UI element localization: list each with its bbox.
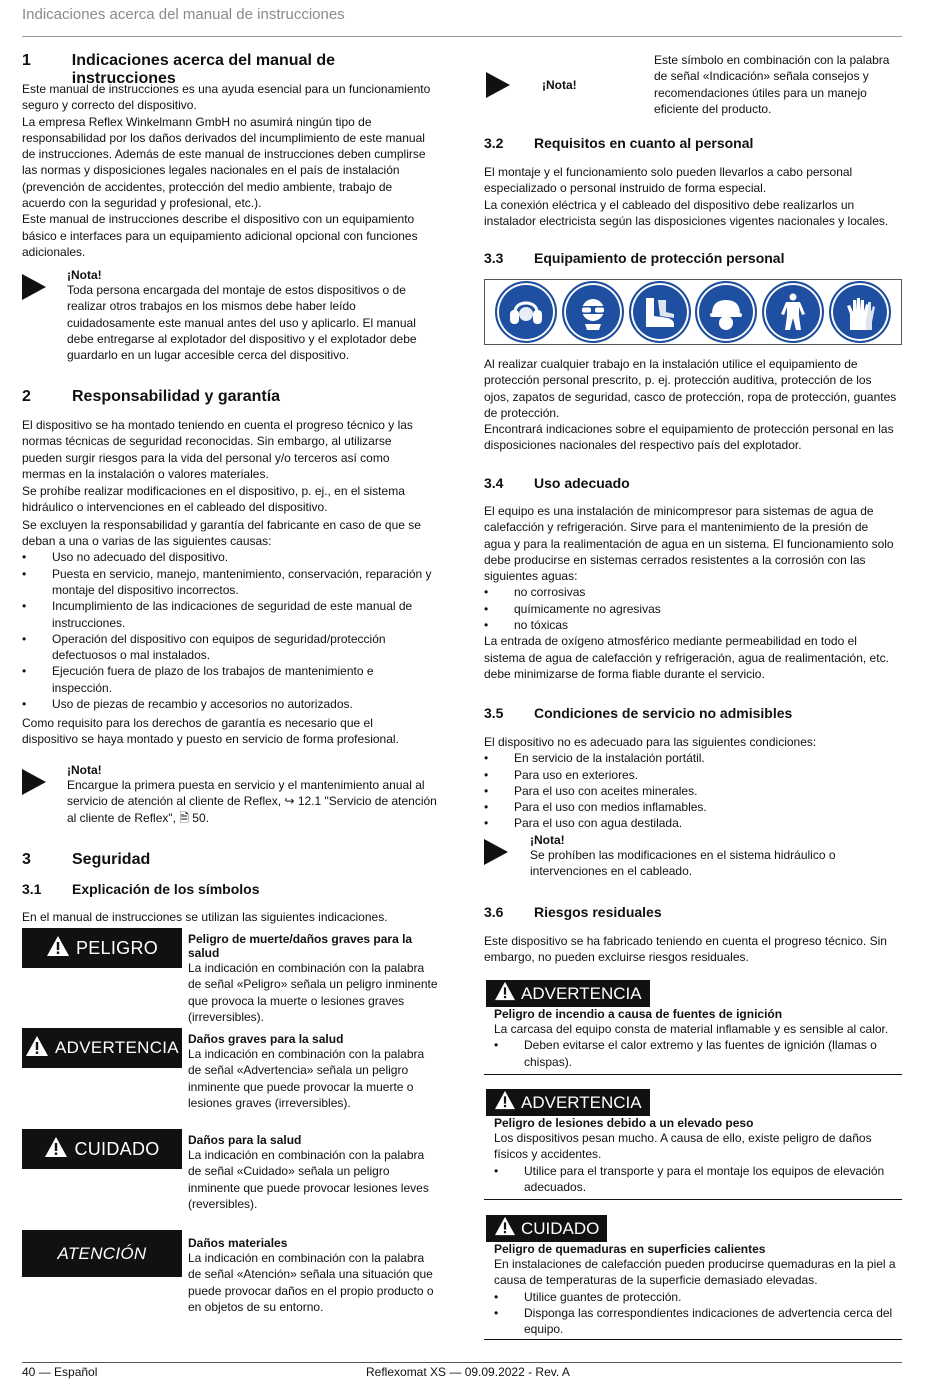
footer-doc: Reflexomat XS — 09.09.2022 - Rev. A [366, 1365, 570, 1379]
section-3-5-heading: 3.5 Condiciones de servicio no admisibles [484, 705, 793, 721]
section-1-body: Este manual de instrucciones es una ayuda esencial para un funcionamiento seguro y correcto del dispositivo. La empresa Reflex Winkelmann GmbH no asumirá ningún tipo de responsabilidad por los daños derivados del incumplimiento de este manual de instrucciones. Además de este manual de instrucciones deben cumplirse las normas y disposiciones legales nacionales en el país de instalación (prevención de accidentes, protección del medio ambiente, trabajo de acuerdo con la seguridad y profesional, etc.). Este manual de instrucciones describe el dispositivo con un equipamiento básico e interfaces para un equipamiento adicional opcional con funciones adicionales. [22, 82, 431, 259]
advertencia-label: ADVERTENCIA [22, 1028, 182, 1068]
warning-triangle-icon [494, 1216, 516, 1241]
warranty-requirement: Como requisito para los derechos de garantía es necesario que el dispositivo se haya montado y puesto en servicio de forma profesional. [22, 716, 399, 747]
water-types-list [484, 584, 898, 633]
inadmissible-conditions-list [484, 750, 898, 831]
list-item: • químicamente no agresivas [484, 601, 898, 617]
warning-divider [484, 1199, 902, 1200]
section-3-2-heading: 3.2 Requisitos en cuanto al personal [484, 135, 754, 151]
warning-burns: CUIDADO Peligro de quemaduras en superficies calientes En instalaciones de calefacción pueden producirse quemaduras en la piel a causa de temperaturas de la superficie demasiado elevadas. • Utilice guantes de protección. • Disponga las correspondientes indicaciones de advertencia cerca del equipo. [484, 1215, 902, 1340]
warning-burns-list [494, 1289, 902, 1338]
note-arrow-icon [486, 72, 510, 98]
nota-symbol-explanation: ¡Nota! Este símbolo en combinación con la palabra de señal «Indicación» señala consejos y recomendaciones útiles para un manejo eficiente del producto. [484, 52, 902, 118]
footer-rule [22, 1362, 902, 1363]
list-item: • Disponga las correspondientes indicaciones de advertencia cerca del equipo. [494, 1305, 902, 1338]
warning-triangle-icon [46, 935, 70, 962]
section-3-6-heading: 3.6 Riesgos residuales [484, 904, 662, 920]
list-item: • Uso de piezas de recambio y accesorios no autorizados. [22, 696, 432, 712]
section-3-4-body: El equipo es una instalación de minicompresor para sistemas de agua de calefacción y refrigeración. Sirve para el mantenimiento de la presión de agua y para la realimentación de agua en un sistema. El funcionamiento solo debe producirse en sistemas cerrados resistentes a la corrosión con las siguientes aguas: • no corrosivas • químicamente no agresivas • no tóxicas La entrada de oxígeno atmosférico mediante permeabilidad en todo el sistema de agua de calefacción y refrigeración, agua de realimentación, etc. debe minimizarse de forma fiable durante el servicio. [484, 503, 898, 682]
running-head: Indicaciones acerca del manual de instrucciones [22, 6, 345, 23]
list-item: • Utilice guantes de protección. [494, 1289, 902, 1305]
manual-page: Indicaciones acerca del manual de instrucciones 1 Indicaciones acerca del manual de instrucciones Este manual de instrucciones es una ayuda esencial para un funcionamiento seguro y correcto del dispositivo. La empresa Reflex Winkelmann GmbH no asumirá ningún tipo de responsabilidad por los daños derivados del incumplimiento de este manual de instrucciones. Además de este manual de instrucciones deben cumplirse las normas y disposiciones legales nacionales en el país de instalación (prevención de accidentes, protección del medio ambiente, trabajo de acuerdo con la seguridad y profesional, etc.). Este manual de instrucciones describe el dispositivo con un equipamiento básico e interfaces para un equipamiento adicional opcional con funciones adicionales. ¡Nota! Toda persona encargada del montaje de estos dispositivos o de realizar otros trabajos en los mismos debe haber leído cuidadosamente este manual antes del uso y aplicarlo. El manual debe entregarse al explotador del dispositivo y el explotador debe guardarlo en un lugar accesible cerca del dispositivo. 2 Responsabilidad y garantía El dispositivo se ha montado teniendo en cuenta el progreso técnico y las normas técnicas de seguridad reconocidas. Sin embargo, al utilizarse pueden surgir riesgos para la vida del personal y/o terceros así como mermas en la instalación o valores materiales. Se prohíbe realizar modificaciones en el dispositivo, p. ej., en el sistema hidráulico o intervenciones en el cableado del dispositivo. Se excluyen la responsabilidad y garantía del fabricante en caso de que se deban a una o varias de las siguientes causas: • Uso no adecuado del dispositivo. • Puesta en servicio, manejo, mantenimiento, conservación, reparación y montaje del dispositivo incorrectos. • Incumplimiento de las indicaciones de seguridad de este manual de instrucciones. • Operación del dispositivo con equipos de seguridad/protección defectuosos o mal instalados. • Ejecución fuera de plazo de los trabajos de mantenimiento e inspección. • Uso de piezas de recambio y accesorios no autorizados. Como requisito para los derechos de garantía es necesario que el dispositivo se haya montado y puesto en servicio de forma profesional. ¡Nota! Encargue la primera puesta en servicio y el mantenimiento anual al servicio de atención al cliente de Reflex, ↪ 12.1 "Servicio de atención al cliente de Reflex", 🗎 50. 3 Seguridad 3.1 Explicación de los símbolos En el manual de instrucciones se utilizan las siguientes indicaciones. PELIGRO Peligro de muerte/daños graves para la salud La indicación en combinación con la palabra de señal «Peligro» señala un peligro inminente que provoca la muerte o lesiones graves (irreversibles). ADVERTENCIA Daños graves para la salud La indicación en combinación con la palabra de señal «Advertencia» señala un peligro inminente que puede provocar la muerte o lesiones graves (irreversibles). CUIDADO Daños para la salud La indicación en combinación con la palabra de señal «Cuidado» señala un peligro inminente que puede provocar lesiones leves (reversibles). ATENCIÓN Daños materiales La indicación en combinación con la palabra de señal «Atención» señala una situación que puede provocar daños en el propio producto o en objetos de su entorno. ¡Nota! Este símbolo en combinación con la palabra de señal «Indicación» señala consejos y recomendaciones útiles para un manejo eficiente del producto. 3.2 Requisitos en cuanto al personal El montaje y el funcionamiento solo pueden llevarlos a cabo personal especializado o personal instruido de forma especial. La conexión eléctrica y el cableado del dispositivo debe realizarlos un instalador electricista según las disposiciones vigentes nacionales y locales. 3.3 Equipamiento de protección personal Al realizar cualquier trabajo en la instalación utilice el equipamiento de protección personal prescrito, p. ej. protección auditiva, protección de los ojos, zapatos de seguridad, casco de protección, ropa de protección, guantes de protección. Encontrará indicaciones sobre el equipamiento de protección personal en las disposiciones nacionales del respectivo país del explotador. 3.4 Uso adecuado El equipo es una instalación de minicompresor para sistemas de agua de calefacción y refrigeración. Sirve para el mantenimiento de la presión de agua y para la realimentación de agua en un sistema. El funcionamiento solo debe producirse en sistemas cerrados resistentes a la corrosión con las siguientes aguas: • no corrosivas • químicamente no agresivas • no tóxicas La entrada de oxígeno atmosférico mediante permeabilidad en todo el sistema de agua de calefacción y refrigeración, agua de realimentación, etc. debe minimizarse de forma fiable durante el servicio. 3.5 Condiciones de servicio no admisibles El dispositivo no es adecuado para las siguientes condiciones: • En servicio de la instalación portátil. • Para uso en exteriores. • Para el uso con aceites minerales. • Para el uso con medios inflamables. • Para el uso con agua destilada. ¡Nota! Se prohíben las modificaciones en el sistema hidráulico o intervenciones en el cableado. 3.6 Riesgos residuales Este dispositivo se ha fabricado teniendo en cuenta el progreso técnico. Sin embargo, no pueden excluirse riesgos residuales. ADVERTENCIA Peligro de incendio a causa de fuentes de ignición La carcasa del equipo consta de material inflamable y es sensible al calor. • Deben evitarse el calor extremo y las fuentes de ignición (llamas o chispas). ADVERTENCIA Peligro de lesiones debido a un elevado peso Los dispositivos pesan mucho. A causa de ello, existe peligro de daños físicos y accidentes. • Utilice para el transporte y para el montaje los equipos de elevación adecuados. CUIDADO Peligro de quemaduras en superficies calientes En instalaciones de calefacción pueden producirse quemaduras en la piel a causa de temperaturas de la superficie demasiado elevadas. • Utilice guantes de protección. • Disponga las correspondientes indicaciones de advertencia cerca del equipo. 40 — Español Reflexomat XS — 09.09.2022 - Rev. A [0, 0, 950, 1387]
warning-triangle-icon [25, 1035, 49, 1062]
list-item: • no corrosivas [484, 584, 898, 600]
eye-protection-icon [562, 281, 624, 343]
list-item: • Incumplimiento de las indicaciones de seguridad de este manual de instrucciones. [22, 598, 432, 631]
helmet-icon [695, 281, 757, 343]
section-3-6-body: Este dispositivo se ha fabricado teniendo en cuenta el progreso técnico. Sin embargo, no pueden excluirse riesgos residuales. [484, 934, 887, 965]
peligro-label: PELIGRO [22, 928, 182, 968]
symbols-intro: En el manual de instrucciones se utilizan las siguientes indicaciones. [22, 910, 388, 924]
warning-triangle-icon [494, 1090, 516, 1115]
list-item: • En servicio de la instalación portátil. [484, 750, 898, 766]
warning-divider [484, 1339, 902, 1340]
liability-exclusions-list [22, 549, 432, 712]
note-arrow-icon [484, 839, 508, 865]
gloves-icon [829, 281, 891, 343]
note-arrow-icon [22, 274, 46, 300]
warning-fire-list [494, 1037, 902, 1070]
safety-boots-icon [629, 281, 691, 343]
note-2: ¡Nota! Encargue la primera puesta en servicio y el mantenimiento anual al servicio de atención al cliente de Reflex, ↪ 12.1 "Servicio de atención al cliente de Reflex", 🗎 50. [22, 763, 442, 826]
warning-weight-list [494, 1163, 902, 1196]
list-item: • Deben evitarse el calor extremo y las fuentes de ignición (llamas o chispas). [494, 1037, 902, 1070]
note-arrow-icon [22, 769, 46, 795]
section-3-heading: 3 Seguridad [22, 851, 151, 868]
section-2-body: El dispositivo se ha montado teniendo en cuenta el progreso técnico y las normas técnicas de seguridad reconocidas. Sin embargo, al utilizarse pueden surgir riesgos para la vida del personal y/o terceros así como mermas en la instalación o valores materiales. Se prohíbe realizar modificaciones en el dispositivo, p. ej., en el sistema hidráulico o intervenciones en el cableado del dispositivo. Se excluyen la responsabilidad y garantía del fabricante en caso de que se deban a una o varias de las siguientes causas: • Uso no adecuado del dispositivo. • Puesta en servicio, manejo, mantenimiento, conservación, reparación y montaje del dispositivo incorrectos. • Incumplimiento de las indicaciones de seguridad de este manual de instrucciones. • Operación del dispositivo con equipos de seguridad/protección defectuosos o mal instalados. • Ejecución fuera de plazo de los trabajos de mantenimiento e inspección. • Uso de piezas de recambio y accesorios no autorizados. [22, 417, 432, 712]
list-item: • Operación del dispositivo con equipos de seguridad/protección defectuosos o mal instalados. [22, 631, 432, 664]
warning-divider [484, 1074, 902, 1075]
section-3-3-heading: 3.3 Equipamiento de protección personal [484, 250, 785, 266]
protective-clothing-icon [762, 281, 824, 343]
list-item: • no tóxicas [484, 617, 898, 633]
cuidado-label: CUIDADO [22, 1129, 182, 1169]
atencion-label: ATENCIÓN [22, 1230, 182, 1277]
section-1-heading: 1 Indicaciones acerca del manual de instrucciones [22, 52, 336, 87]
list-item: • Para uso en exteriores. [484, 767, 898, 783]
section-3-5-body: El dispositivo no es adecuado para las siguientes condiciones: • En servicio de la instalación portátil. • Para uso en exteriores. • Para el uso con aceites minerales. • Para el uso con medios inflamables. • Para el uso con agua destilada. [484, 734, 898, 832]
warning-weight: ADVERTENCIA Peligro de lesiones debido a un elevado peso Los dispositivos pesan mucho. A causa de ello, existe peligro de daños físicos y accidentes. • Utilice para el transporte y para el montaje los equipos de elevación adecuados. [484, 1089, 902, 1200]
list-item: • Puesta en servicio, manejo, mantenimiento, conservación, reparación y montaje del dispositivo incorrectos. [22, 566, 432, 599]
advertencia-tag: ADVERTENCIA [486, 980, 650, 1007]
list-item: • Utilice para el transporte y para el montaje los equipos de elevación adecuados. [494, 1163, 902, 1196]
section-2-heading: 2 Responsabilidad y garantía [22, 388, 281, 405]
warning-triangle-icon [44, 1136, 68, 1163]
ear-protection-icon [495, 281, 557, 343]
note-1: ¡Nota! Toda persona encargada del montaje de estos dispositivos o de realizar otros trabajos en los mismos debe haber leído cuidadosamente este manual antes del uso y aplicarlo. El manual debe entregarse al explotador del dispositivo y el explotador debe guardarlo en un lugar accesible cerca del dispositivo. [22, 268, 442, 363]
advertencia-tag: ADVERTENCIA [486, 1089, 650, 1116]
footer-page: 40 — Español [22, 1365, 98, 1379]
note-3-5: ¡Nota! Se prohíben las modificaciones en el sistema hidráulico o intervenciones en el cableado. [484, 833, 902, 880]
warning-fire: ADVERTENCIA Peligro de incendio a causa de fuentes de ignición La carcasa del equipo consta de material inflamable y es sensible al calor. • Deben evitarse el calor extremo y las fuentes de ignición (llamas o chispas). [484, 980, 902, 1075]
section-3-2-body: El montaje y el funcionamiento solo pueden llevarlos a cabo personal especializado o personal instruido de forma especial. La conexión eléctrica y el cableado del dispositivo debe realizarlos un instalador electricista según las disposiciones vigentes nacionales y locales. [484, 165, 889, 228]
section-3-1-heading: 3.1 Explicación de los símbolos [22, 881, 260, 897]
ppe-icons-box [484, 279, 902, 345]
list-item: • Para el uso con agua destilada. [484, 815, 898, 831]
list-item: • Uso no adecuado del dispositivo. [22, 549, 432, 565]
cuidado-tag: CUIDADO [486, 1215, 607, 1242]
warning-triangle-icon [494, 981, 516, 1006]
list-item: • Ejecución fuera de plazo de los trabajos de mantenimiento e inspección. [22, 663, 432, 696]
section-3-4-heading: 3.4 Uso adecuado [484, 475, 630, 491]
list-item: • Para el uso con aceites minerales. [484, 783, 898, 799]
section-3-3-body: Al realizar cualquier trabajo en la instalación utilice el equipamiento de protección personal prescrito, p. ej. protección auditiva, protección de los ojos, zapatos de seguridad, casco de protección, ropa de protección, guantes de protección. Encontrará indicaciones sobre el equipamiento de protección personal en las disposiciones nacionales del respectivo país del explotador. [484, 357, 897, 453]
header-rule [22, 36, 902, 37]
list-item: • Para el uso con medios inflamables. [484, 799, 898, 815]
